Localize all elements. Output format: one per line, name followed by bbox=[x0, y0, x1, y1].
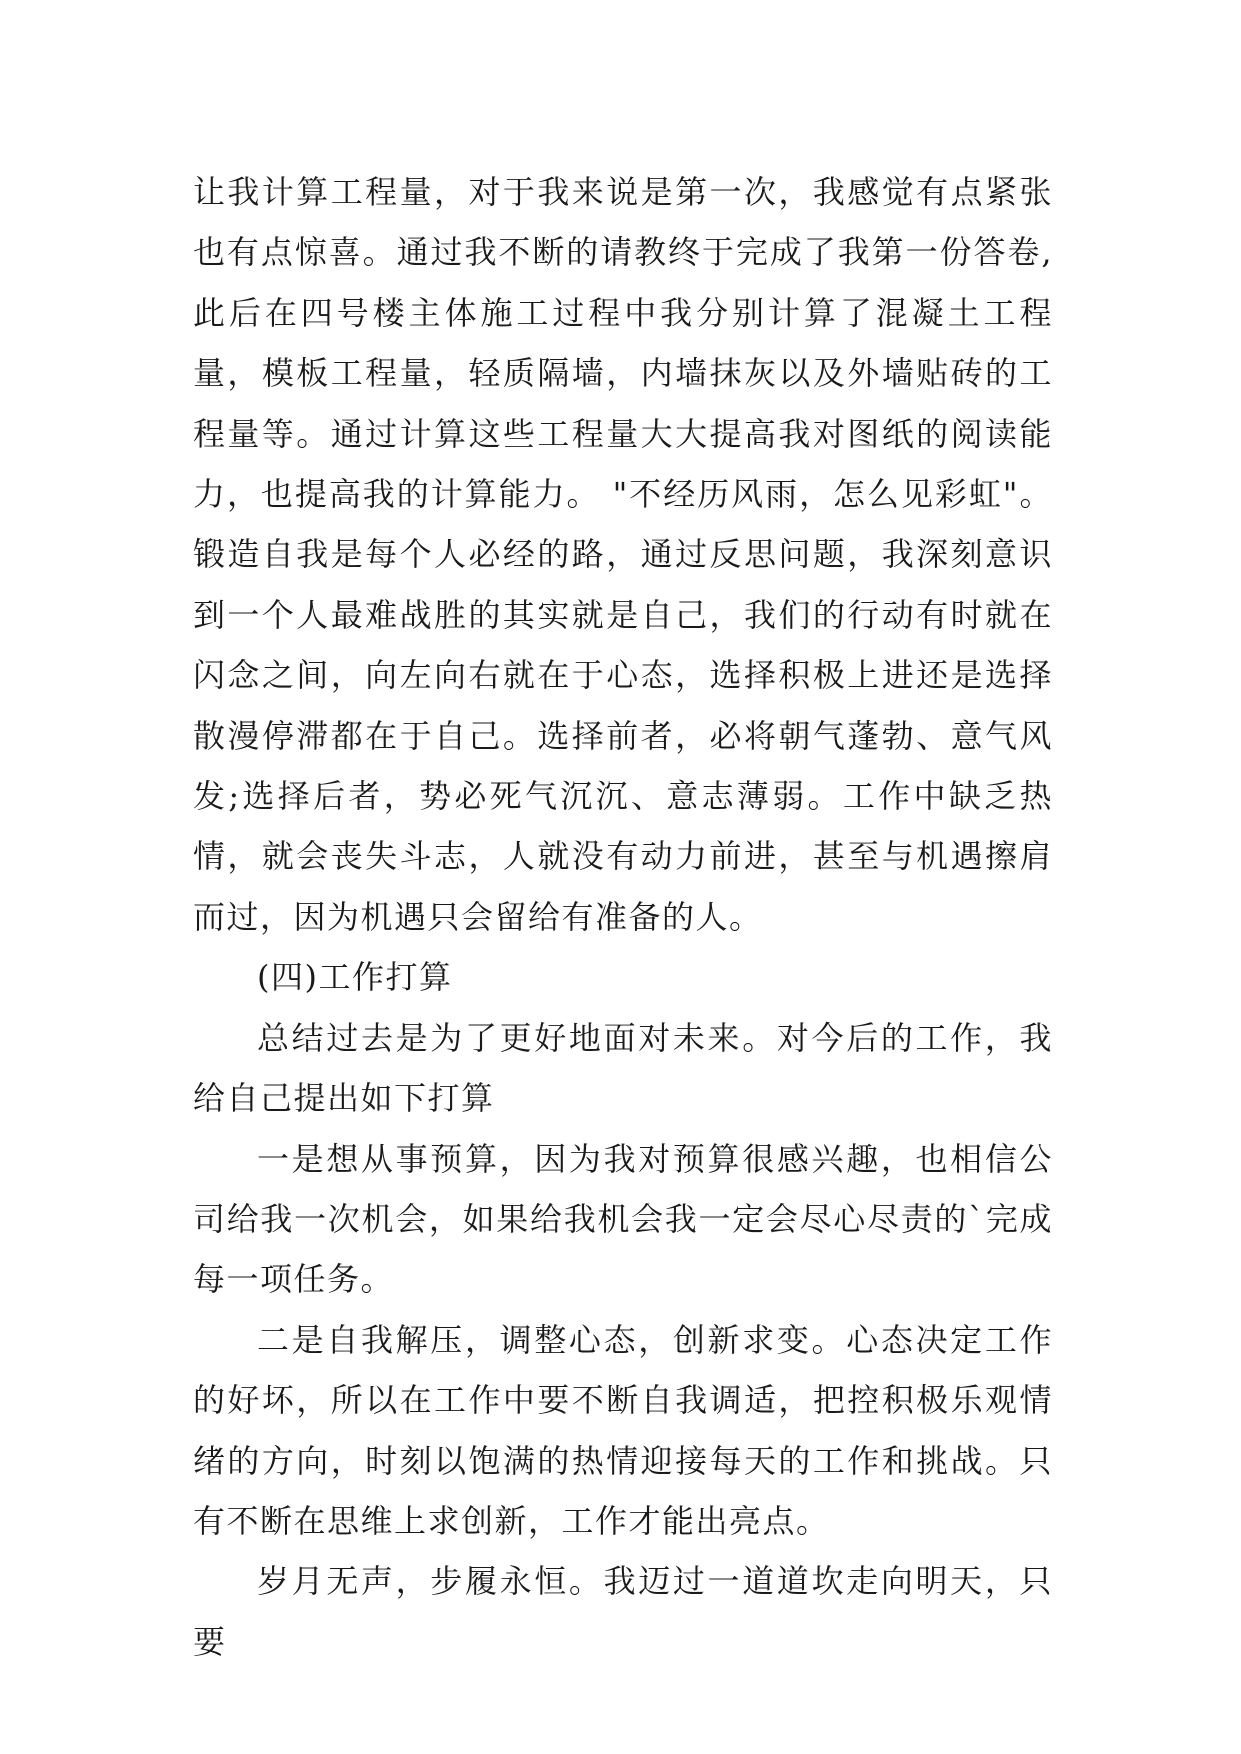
paragraph-continuation: 让我计算工程量，对于我来说是第一次，我感觉有点紧张也有点惊喜。通过我不断的请教终于完成了我第一份答卷,此后在四号楼主体施工过程中我分别计算了混凝土工程量，模板工程量，轻质隔墙，内墙抹灰以及外墙贴砖的工程量等。通过计算这些工程量大大提高我对图纸的阅读能力，也提高我的计算能力。 "不经历风雨，怎么见彩虹"。锻造自我是每个人必经的路，通过反思问题，我深刻意识到一个人最难战胜的其实就是自己，我们的行动有时就在闪念之间，向左向右就在于心态，选择积极上进还是选择散漫停滞都在于自己。选择前者，必将朝气蓬勃、意气风发;选择后者，势必死气沉沉、意志薄弱。工作中缺乏热情，就会丧失斗志，人就没有动力前进，甚至与机遇擦肩而过，因为机遇只会留给有准备的人。 bbox=[193, 173, 1053, 936]
paragraph-plan-two: 二是自我解压，调整心态，创新求变。心态决定工作的好坏，所以在工作中要不断自我调适，把控积极乐观情绪的方向，时刻以饱满的热情迎接每天的工作和挑战。只有不断在思维上求创新，工作才能出亮点。 bbox=[193, 1320, 1053, 1540]
document-body bbox=[193, 162, 1053, 1672]
section-heading: (四)工作打算 bbox=[257, 958, 453, 997]
paragraph-plan-intro: 总结过去是为了更好地面对未来。对今后的工作，我给自己提出如下打算 bbox=[193, 1018, 1053, 1118]
paragraph-closing: 岁月无声，步履永恒。我迈过一道道坎走向明天，只要 bbox=[193, 1562, 1053, 1661]
paragraph-plan-one: 一是想从事预算，因为我对预算很感兴趣，也相信公司给我一次机会，如果给我机会我一定会尽心尽责的`完成每一项任务。 bbox=[193, 1139, 1053, 1299]
